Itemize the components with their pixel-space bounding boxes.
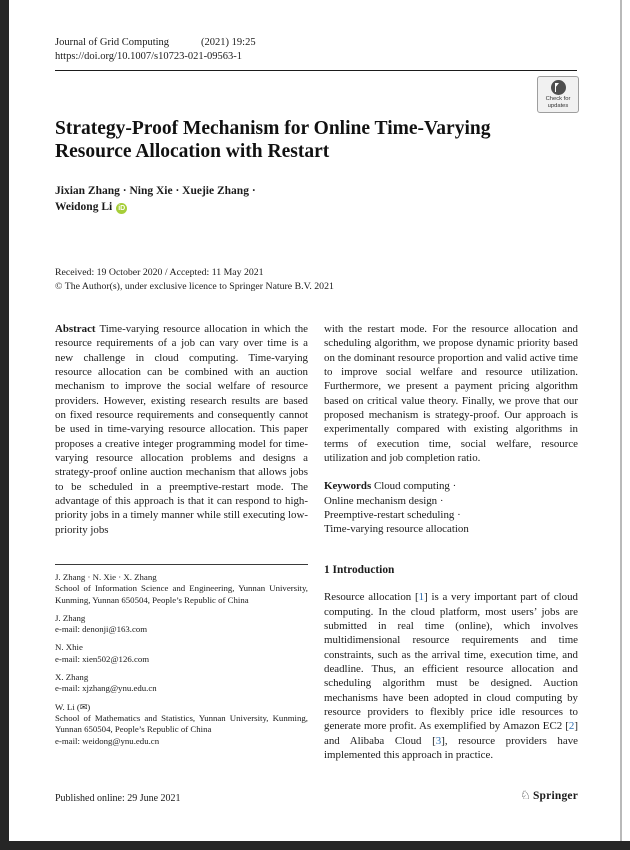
scan-edge-left	[0, 0, 9, 850]
copyright-line: © The Author(s), under exclusive licence to Springer Nature B.V. 2021	[55, 280, 334, 292]
header-rule	[55, 70, 577, 71]
footnote-line: J. Zhang	[55, 612, 86, 623]
keywords-label: Keywords	[324, 480, 372, 493]
right-column	[324, 322, 578, 762]
article-dates	[55, 266, 334, 293]
published-online: Published online: 29 June 2021	[55, 793, 181, 804]
paragraph-text: Resource allocation [	[324, 591, 419, 604]
email-link[interactable]: e-mail: xien502@126.com	[55, 653, 150, 664]
paper-title: Strategy-Proof Mechanism for Online Time-Varying Resource Allocation with Restart	[55, 118, 491, 162]
footnote-line: School of Mathematics and Statistics, Yunnan University, Kunming, Yunnan 650504, People’s Republic of China	[55, 712, 308, 735]
keywords-block	[324, 479, 578, 536]
volume-issue: (2021) 19:25	[201, 37, 256, 48]
section-heading-introduction: 1 Introduction	[324, 563, 395, 576]
doi-link[interactable]: https://doi.org/10.1007/s10723-021-09563-1	[55, 51, 243, 62]
check-for-updates-badge[interactable]	[537, 76, 579, 113]
footnote-line: W. Li (✉)	[55, 701, 91, 712]
footnote-line: N. Xhie	[55, 642, 83, 653]
received-accepted: Received: 19 October 2020 / Accepted: 11 May 2021	[55, 267, 264, 278]
footnote-line: X. Zhang	[55, 672, 89, 683]
paragraph-text: ], resource providers have implemented this approach in practice.	[324, 734, 578, 761]
abstract-label: Abstract	[55, 323, 96, 335]
badge-label: Check for updates	[545, 96, 571, 109]
introduction-paragraph	[324, 590, 578, 762]
page-edge-line	[620, 0, 622, 850]
journal-name: Journal of Grid Computing	[55, 37, 170, 48]
authors-line-2: Weidong Li iD	[55, 201, 126, 213]
citation-link[interactable]: 3	[435, 734, 442, 747]
paragraph-text: ] is a very important part of cloud computing. In the cloud platform, most users’ jobs are submitted in real time (online), which involves multidimensional resource requirements and time constraints, such as the arrival time, execution time, and deadline. Thus, an efficient resource allocation and scheduling algorithm must be designed. Auction mechanisms have been adopted in cloud computing by resource providers to flexibly price idle resources to generate more profit. As exemplified by Amazon EC2 [	[324, 591, 578, 733]
crossmark-icon	[551, 80, 566, 95]
springer-logo	[496, 788, 578, 802]
paragraph-text: ] and Alibaba Cloud [	[324, 720, 578, 747]
abstract-text-right: with the restart mode. For the resource allocation and scheduling algorithm, we propose dynamic priority based on the dominant resource proportion and valid active time to improve social welfare and resource utilization. Furthermore, we present a payment pricing algorithm based on critical value theory. Finally, we prove that our proposed mechanism is strategy-proof. Our approach is experimentally compared with existing algorithms in terms of execution time, social welfare, resource utilization and job completion ratio.	[324, 323, 578, 465]
citation-link[interactable]: 1	[418, 591, 425, 604]
email-link[interactable]: e-mail: xjzhang@ynu.edu.cn	[55, 683, 157, 694]
springer-horse-icon: ♘	[519, 788, 531, 802]
footnote-block	[55, 564, 308, 754]
abstract-column-left	[55, 322, 308, 537]
author-list	[55, 183, 256, 215]
page-header	[55, 36, 577, 71]
email-link[interactable]: e-mail: weidong@ynu.edu.cn	[55, 735, 160, 746]
footnote-line: J. Zhang · N. Xie · X. Zhang	[55, 572, 157, 582]
orcid-icon[interactable]: iD	[118, 205, 126, 212]
footnote-group	[55, 572, 308, 606]
footnote-group	[55, 702, 308, 747]
authors-line-1: Jixian Zhang · Ning Xie · Xuejie Zhang ·	[55, 185, 256, 197]
citation-link[interactable]: 2	[568, 720, 575, 733]
scan-edge-bottom	[0, 841, 630, 850]
footnote-group	[55, 642, 308, 665]
footnote-group	[55, 613, 308, 636]
abstract-text-left: Time-varying resource allocation in which the resource requirements of a job can vary over time is a new challenge in cloud computing. Time-varying resource allocation can be combined with an auction mechanism to improve the social welfare of resource providers. However, existing research results are based on fixed resource requirements and consequently cannot be used in time-varying resource allocation. This paper proposes a creative integer programming model for time-varying resource allocation problems and designs a strategy-proof online auction mechanism that allows jobs to be scheduled in a preemptive-restart mode. The advantage of this approach is that it can respond to high-priority jobs in a timely manner while still executing low-priority jobs	[55, 323, 308, 536]
email-link[interactable]: e-mail: denonji@163.com	[55, 624, 148, 635]
footnote-group	[55, 672, 308, 695]
publisher-name: Springer	[532, 790, 578, 802]
keywords-list: Cloud computing · Online mechanism design · Preemptive-restart scheduling · Time-varying resource allocation	[324, 480, 469, 536]
footnote-line: School of Information Science and Engineering, Yunnan University, Kunming, Yunnan 650504, People’s Republic of China	[55, 583, 308, 605]
journal-line	[55, 36, 577, 50]
